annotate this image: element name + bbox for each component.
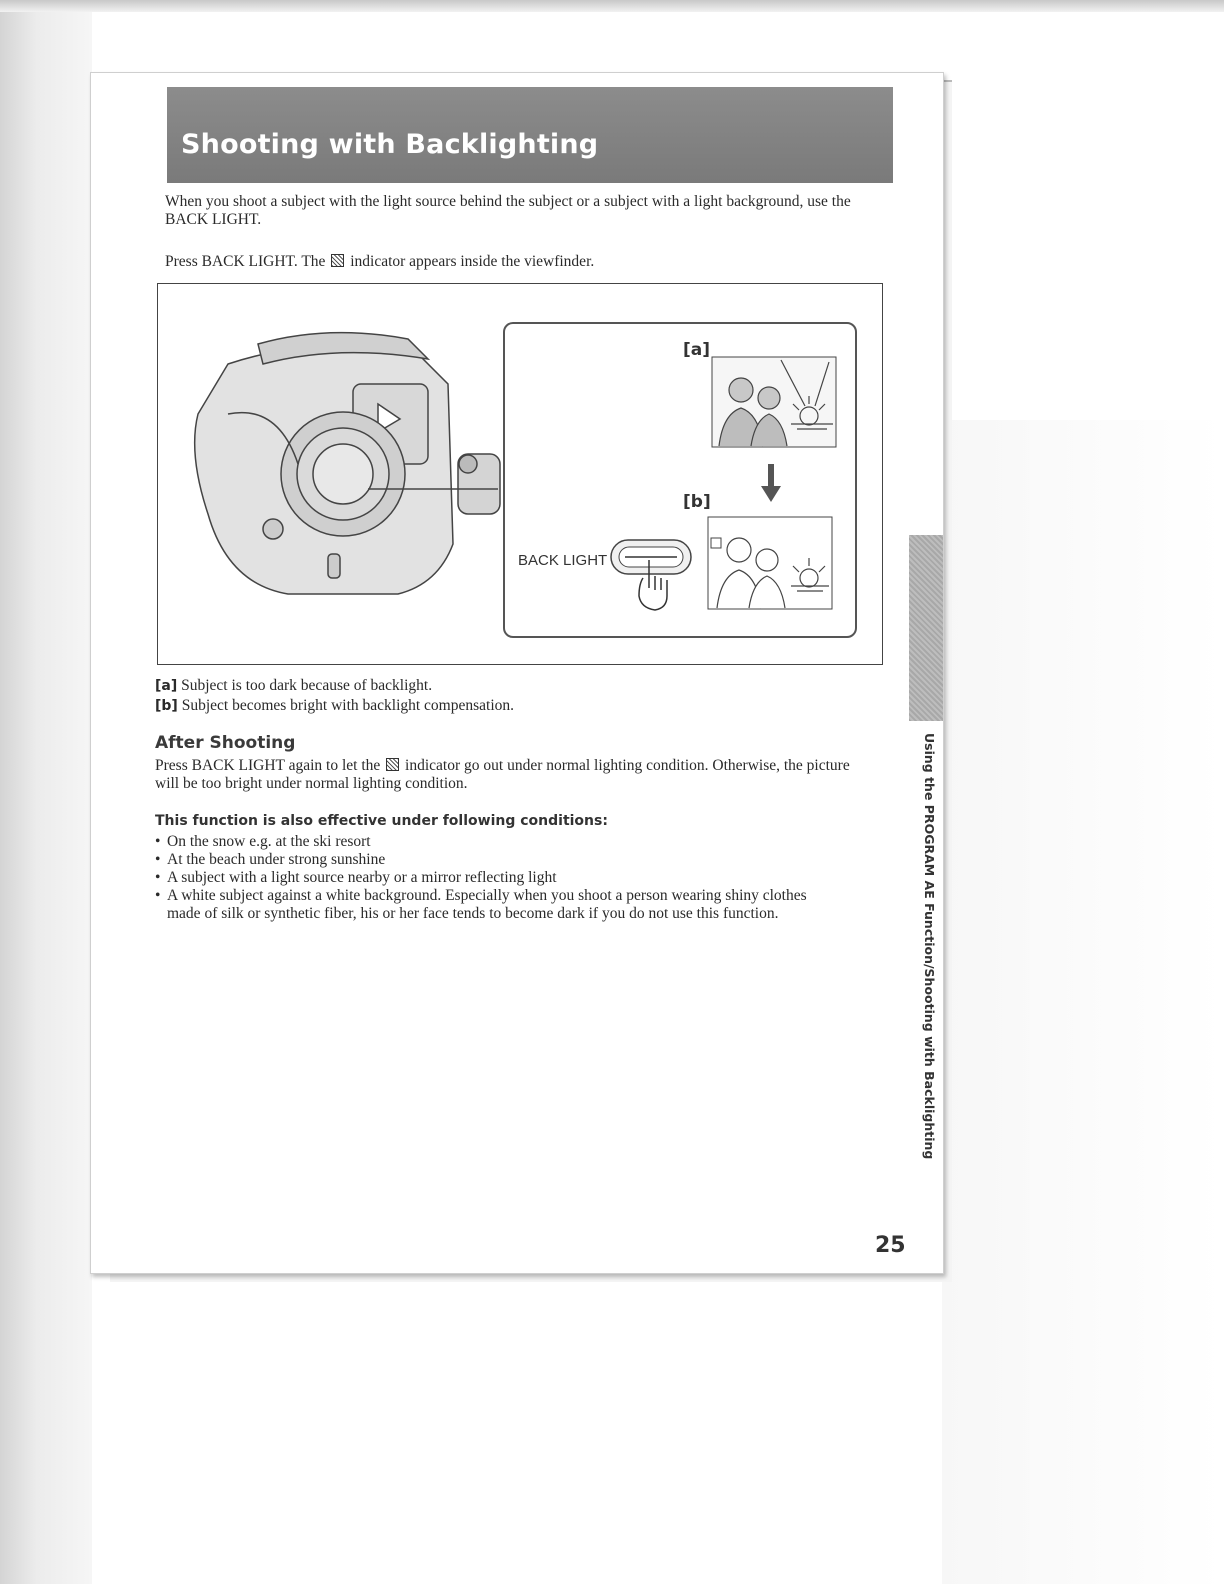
manual-page [90, 72, 944, 1274]
after-shooting-heading: After Shooting [155, 733, 296, 753]
backlight-button-label: BACK LIGHT [518, 552, 608, 569]
scan-shadow-right [942, 420, 1224, 1584]
camcorder-figure [157, 283, 883, 665]
page-title: Shooting with Backlighting [181, 129, 599, 160]
section-tab [909, 535, 943, 721]
after-text-end: indicator go out under normal lighting condition. Otherwise, the picture will be too bright under normal lighting condition. [155, 757, 850, 792]
list-item: • A subject with a light source nearby or a mirror reflecting light [155, 869, 835, 887]
after-text-start: Press BACK LIGHT again to let the [155, 757, 381, 774]
press-text-start: Press BACK LIGHT. The [165, 253, 326, 270]
backlight-indicator-icon [386, 758, 399, 771]
conditions-list [155, 833, 835, 923]
conditions-heading: This function is also effective under following conditions: [155, 813, 608, 829]
caption-a-tag: [a] [155, 678, 178, 694]
scene-bright-illustration [707, 516, 833, 610]
press-text-end: indicator appears inside the viewfinder. [350, 253, 595, 270]
intro-paragraph: When you shoot a subject with the light source behind the subject or a subject with a light background, use the BACK LIGHT. [165, 193, 851, 228]
after-shooting-paragraph [155, 757, 875, 793]
scene-dark-illustration [711, 356, 837, 448]
scan-shadow-top [0, 0, 1224, 12]
section-running-head: Using the PROGRAM AE Function/Shooting with Backlighting [922, 733, 937, 1160]
scan-shadow-left [0, 0, 92, 1584]
backlight-button [609, 536, 695, 616]
backlight-indicator-icon [331, 254, 344, 267]
list-item: • A white subject against a white background. Especially when you shoot a person wearing shiny clothes made of silk or synthetic fiber, his or her face tends to become dark if you do not use this function. [155, 887, 835, 923]
arrow-down-icon [761, 464, 781, 504]
page-number: 25 [875, 1233, 906, 1258]
caption-a [155, 677, 432, 695]
viewfinder-inset [503, 322, 857, 638]
list-item: • At the beach under strong sunshine [155, 851, 835, 869]
title-bar [167, 87, 893, 183]
list-item: • On the snow e.g. at the ski resort [155, 833, 835, 851]
caption-b-tag: [b] [155, 698, 178, 714]
caption-a-text: Subject is too dark because of backlight. [181, 677, 433, 694]
caption-b [155, 697, 514, 715]
label-b: [b] [683, 492, 711, 512]
label-a: [a] [683, 340, 711, 360]
press-instruction [165, 253, 885, 271]
caption-b-text: Subject becomes bright with backlight compensation. [181, 697, 515, 714]
camcorder-illustration [168, 314, 518, 644]
